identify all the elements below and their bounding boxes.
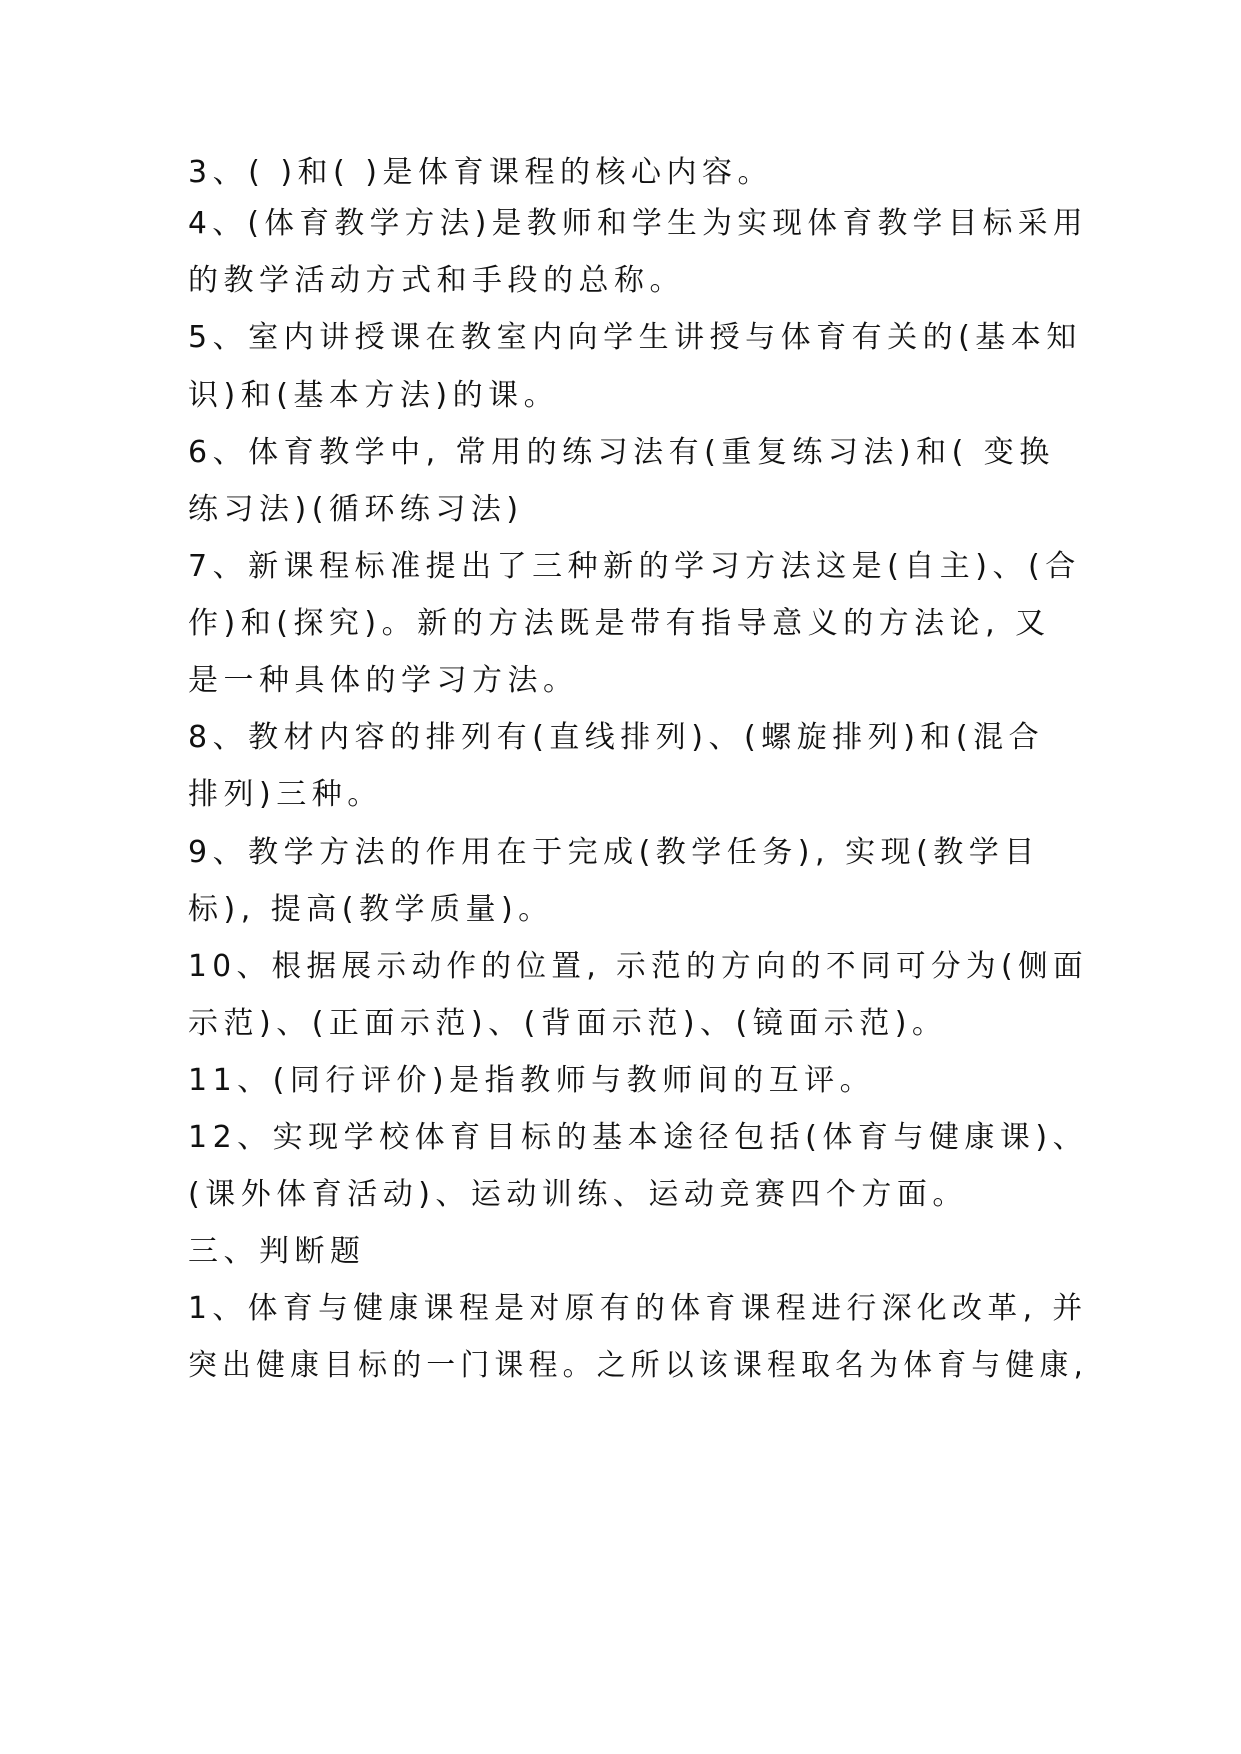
text-line: 识)和(基本方法)的课。 [188,378,560,413]
text-line: 9、教学方法的作用在于完成(教学任务), 实现(教学目 [188,835,1040,870]
text-line: 是一种具体的学习方法。 [188,663,579,698]
text-line: 6、体育教学中, 常用的练习法有(重复练习法)和( 变换 [188,435,1055,470]
text-line: 10、根据展示动作的位置, 示范的方向的不同可分为(侧面 [188,949,1088,984]
text-line: 1、体育与健康课程是对原有的体育课程进行深化改革, 并 [188,1291,1088,1326]
text-line: 11、(同行评价)是指教师与教师间的互评。 [188,1063,876,1098]
text-line: 4、(体育教学方法)是教师和学生为实现体育教学目标采用 [188,206,1088,241]
text-line: 排列)三种。 [188,777,383,812]
text-line: 标), 提高(教学质量)。 [188,892,554,927]
text-line: 示范)、(正面示范)、(背面示范)、(镜面示范)。 [188,1006,948,1041]
text-line: 7、新课程标准提出了三种新的学习方法这是(自主)、(合 [188,549,1081,584]
text-line: 8、教材内容的排列有(直线排列)、(螺旋排列)和(混合 [188,720,1045,755]
text-line: 12、实现学校体育目标的基本途径包括(体育与健康课)、 [188,1120,1089,1155]
section-heading: 三、判断题 [188,1234,366,1269]
text-line: 3、( )和( )是体育课程的核心内容。 [188,155,773,190]
text-line: 练习法)(循环练习法) [188,492,524,527]
text-line: 作)和(探究)。新的方法既是带有指导意义的方法论, 又 [188,606,1051,641]
text-line: (课外体育活动)、运动训练、运动竞赛四个方面。 [188,1177,968,1212]
text-line: 5、室内讲授课在教室内向学生讲授与体育有关的(基本知 [188,320,1082,355]
text-line: 突出健康目标的一门课程。之所以该课程取名为体育与健康, [188,1348,1089,1383]
text-line: 的教学活动方式和手段的总称。 [188,263,685,298]
